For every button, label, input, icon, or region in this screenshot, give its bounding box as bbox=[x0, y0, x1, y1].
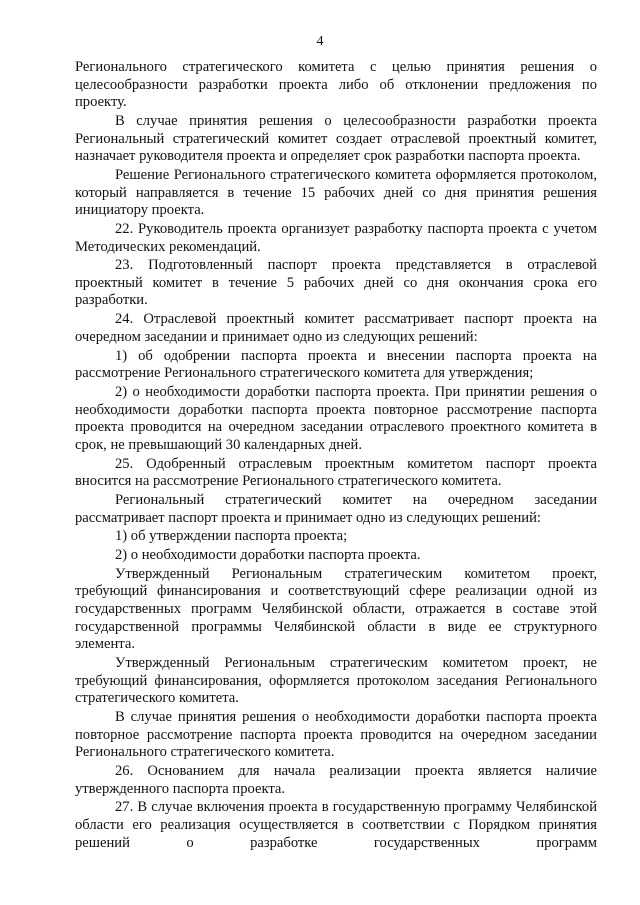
paragraph: 27. В случае включения проекта в государственную программу Челябинской области его реализация осуществляется в соответствии с Порядком принятия решений о разработке государственных программ bbox=[75, 799, 597, 851]
paragraph: В случае принятия решения о необходимости доработки паспорта проекта повторное рассмотрение паспорта проекта проводится на очередном заседании Регионального стратегического комитета. bbox=[75, 709, 597, 761]
document-body bbox=[75, 59, 597, 852]
paragraph: Утвержденный Региональным стратегическим комитетом проект, требующий финансирования и соответствующий сфере реализации одной из государственных программ Челябинской области, отражается в составе этой государственной программы Челябинской области в виде ее структурного элемента. bbox=[75, 565, 597, 653]
page-number: 4 bbox=[316, 34, 324, 49]
paragraph: 26. Основанием для начала реализации проекта является наличие утвержденного паспорта проекта. bbox=[75, 762, 597, 797]
paragraph: 24. Отраслевой проектный комитет рассматривает паспорт проекта на очередном заседании и принимает одно из следующих решений: bbox=[75, 311, 597, 345]
list-item: 1) об одобрении паспорта проекта и внесении паспорта проекта на рассмотрение Регионального стратегического комитета для утверждения; bbox=[75, 347, 597, 382]
paragraph: Утвержденный Региональным стратегическим комитетом проект, не требующий финансирования, оформляется протоколом заседания Регионального стратегического комитета. bbox=[75, 655, 597, 707]
list-item: 2) о необходимости доработки паспорта проекта. bbox=[115, 547, 421, 564]
paragraph: В случае принятия решения о целесообразности разработки проекта Региональный стратегический комитет создает отраслевой проектный комитет, назначает руководителя проекта и определяет срок разработки паспорта проекта. bbox=[75, 112, 597, 165]
list-item: 2) о необходимости доработки паспорта проекта. При принятии решения о необходимости доработки паспорта проекта повторное рассмотрение паспорта проекта проводится на очередном заседании отраслевого проектного комитета в срок, не превышающий 30 календарных дней. bbox=[75, 384, 597, 453]
paragraph: 25. Одобренный отраслевым проектным комитетом паспорт проекта вносится на рассмотрение Регионального стратегического комитета. bbox=[75, 455, 597, 490]
list-item: 1) об утверждении паспорта проекта; bbox=[115, 528, 348, 545]
paragraph: 23. Подготовленный паспорт проекта представляется в отраслевой проектный комитет в течение 5 рабочих дней со дня окончания срока его разработки. bbox=[75, 257, 597, 309]
paragraph: Региональный стратегический комитет на очередном заседании рассматривает паспорт проекта и принимает одно из следующих решений: bbox=[75, 491, 597, 526]
paragraph: Решение Регионального стратегического комитета оформляется протоколом, который направляется в течение 15 рабочих дней со дня принятия решения инициатору проекта. bbox=[75, 166, 597, 219]
paragraph: Регионального стратегического комитета с целью принятия решения о целесообразности разработки проекта либо об отклонении предложения по проекту. bbox=[75, 59, 597, 111]
paragraph: 22. Руководитель проекта организует разработку паспорта проекта с учетом Методических рекомендаций. bbox=[75, 220, 597, 255]
